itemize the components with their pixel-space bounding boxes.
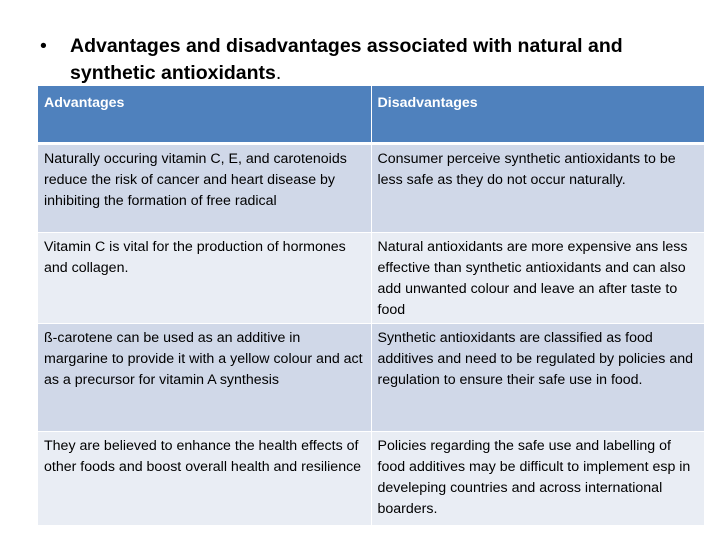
table-row xyxy=(38,431,704,525)
advantage-cell: They are believed to enhance the health effects of other foods and boost overall health and resilience xyxy=(38,431,371,525)
disadvantage-cell: Policies regarding the safe use and labelling of food additives may be difficult to implement esp in develeping countries and across international boarders. xyxy=(371,431,704,525)
header-disadvantages: Disadvantages xyxy=(371,86,704,143)
disadvantage-cell: Natural antioxidants are more expensive ans less effective than synthetic antioxidants and can also add unwanted colour and leave an after taste to food xyxy=(371,232,704,323)
slide-title xyxy=(70,33,700,87)
table-row xyxy=(38,232,704,323)
slide-title-text: Advantages and disadvantages associated with natural and synthetic antioxidants xyxy=(70,35,623,84)
table-header-row xyxy=(38,86,704,143)
table-row xyxy=(38,143,704,232)
disadvantage-cell: Consumer perceive synthetic antioxidants to be less safe as they do not occur naturally. xyxy=(371,143,704,232)
disadvantage-cell: Synthetic antioxidants are classified as food additives and need to be regulated by policies and regulation to ensure their safe use in food. xyxy=(371,323,704,431)
advantage-cell: Naturally occuring vitamin C, E, and carotenoids reduce the risk of cancer and heart disease by inhibiting the formation of free radical xyxy=(38,143,371,232)
table-row xyxy=(38,323,704,431)
slide-title-period: . xyxy=(275,62,282,84)
header-advantages: Advantages xyxy=(38,86,371,143)
advantage-cell: Vitamin C is vital for the production of hormones and collagen. xyxy=(38,232,371,323)
advantage-cell: ß-carotene can be used as an additive in margarine to provide it with a yellow colour and act as a precursor for vitamin A synthesis xyxy=(38,323,371,431)
comparison-table xyxy=(38,86,704,525)
bullet-icon: • xyxy=(40,35,47,57)
slide-heading xyxy=(40,33,700,87)
